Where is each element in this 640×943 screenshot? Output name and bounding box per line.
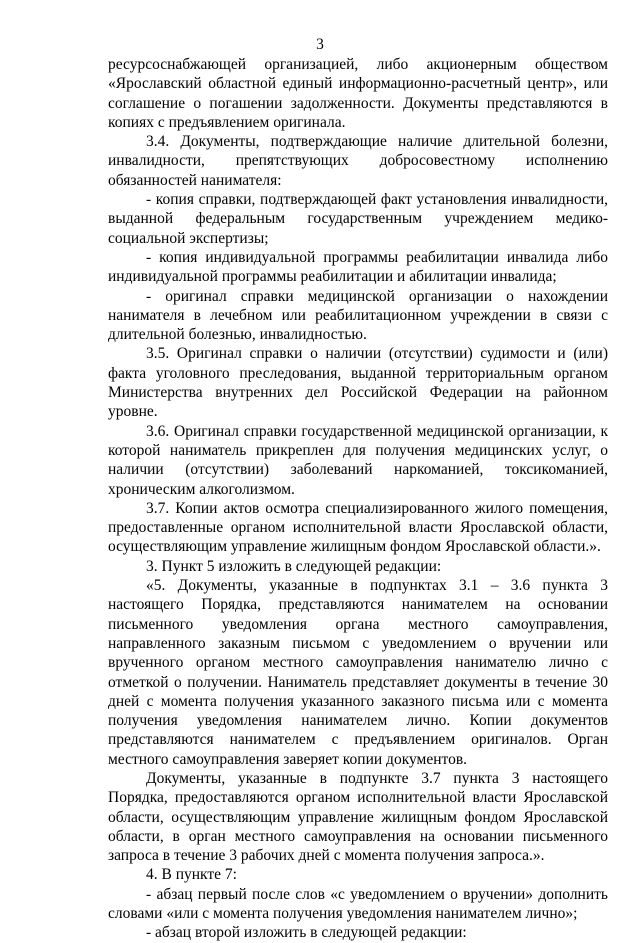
paragraph-item-4: 4. В пункте 7: xyxy=(146,866,237,884)
list-item-second-paragraph: - абзац второй изложить в следующей редакции: xyxy=(146,924,467,942)
paragraph-continuation: ресурсоснабжающей организацией, либо акционерным обществом «Ярославский областной единый информационно-расчетный центр», или соглашение о погашении задолженности. Документы представляются в копиях с предъявлением оригинала. xyxy=(108,56,608,131)
page-number: 3 xyxy=(316,36,324,53)
list-item-rehabilitation-program: - копия индивидуальной программы реабилитации инвалида либо индивидуальной программы реабилитации и абилитации инвалида; xyxy=(108,248,608,286)
paragraph-3-7: 3.7. Копии актов осмотра специализированного жилого помещения, предоставленные органом исполнительной власти Ярославской области, осуществляющим управление жилищным фондом Ярославской области.». xyxy=(108,499,608,556)
paragraph-item-3: 3. Пункт 5 изложить в следующей редакции: xyxy=(146,557,442,575)
document-body xyxy=(108,55,608,943)
list-item-disability-certificate: - копия справки, подтверждающей факт установления инвалидности, выданной федеральным государственным учреждением медико-социальной экспертизы; xyxy=(108,191,608,247)
paragraph-point-5-second: Документы, указанные в подпункте 3.7 пункта 3 настоящего Порядка, предоставляются органом исполнительной власти Ярославской области, осуществляющим управление жилищным фондом Ярославской области, в орган местного самоуправления на основании письменного запроса в течение 3 рабочих дней с момента получения запроса.». xyxy=(108,769,608,865)
paragraph-3-6: 3.6. Оригинал справки государственной медицинской организации, к которой наниматель прикреплен для получения медицинских услуг, о наличии (отсутствии) заболеваний наркоманией, токсикоманией, хроническим алкоголизмом. xyxy=(108,422,608,498)
list-item-medical-certificate: - оригинал справки медицинской организации о нахождении нанимателя в лечебном или реабилитационном учреждении в связи с длительной болезнью, инвалидностью. xyxy=(108,287,608,344)
list-item-first-paragraph: - абзац первый после слов «с уведомлением о вручении» дополнить словами «или с момента получения уведомления нанимателем лично»; xyxy=(108,885,608,923)
paragraph-3-4: 3.4. Документы, подтверждающие наличие длительной болезни, инвалидности, препятствующих добросовестному исполнению обязанностей нанимателя: xyxy=(108,133,608,189)
paragraph-point-5: «5. Документы, указанные в подпунктах 3.1 – 3.6 пункта 3 настоящего Порядка, представляются нанимателем на основании письменного уведомления органа местного самоуправления, направленного заказным письмом с уведомлением о вручении или врученного органом местного самоуправления нанимателю лично с отметкой о получении. Наниматель представляет документы в течение 30 дней с момента получения указанного заказного письма или с момента получения уведомления нанимателем лично. Копии документов представляются нанимателем с предъявлением оригиналов. Орган местного самоуправления заверяет копии документов. xyxy=(108,577,608,768)
paragraph-3-5: 3.5. Оригинал справки о наличии (отсутствии) судимости и (или) факта уголовного преследования, выданной территориальным органом Министерства внутренних дел Российской Федерации на районном уровне. xyxy=(108,345,608,421)
